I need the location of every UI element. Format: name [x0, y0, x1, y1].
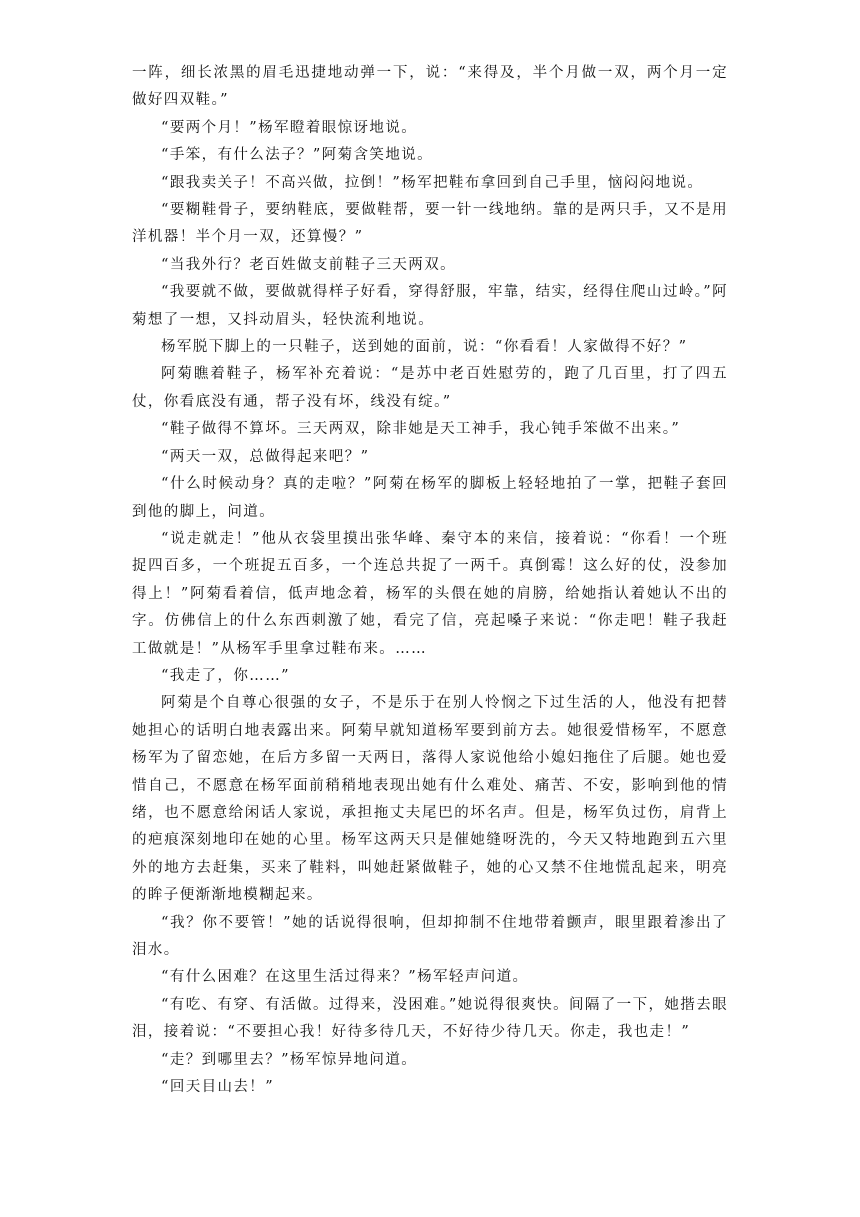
paragraph-5: “要糊鞋骨子，要纳鞋底，要做鞋帮，要一针一线地纳。靠的是两只手，又不是用洋机器！半个月一双，还算慢？”	[132, 202, 728, 246]
paragraph-3: “手笨，有什么法子？”阿菊含笑地说。	[161, 147, 434, 164]
paragraph-17: “有什么困难？在这里生活过得来？”杨军轻声问道。	[161, 969, 529, 986]
paragraph-1: 一阵，细长浓黑的眉毛迅捷地动弹一下，说：“来得及，半个月做一双，两个月一定做好四双鞋。”	[132, 65, 728, 109]
paragraph-16: “我？你不要管！”她的话说得很响，但却抑制不住地带着颤声，眼里跟着渗出了泪水。	[132, 914, 728, 958]
paragraph-8: 杨军脱下脚上的一只鞋子，送到她的面前，说：“你看看！人家做得不好？”	[161, 339, 688, 356]
paragraph-4: “跟我卖关子！不高兴做，拉倒！”杨军把鞋布拿回到自己手里，恼闷闷地说。	[161, 174, 704, 191]
paragraph-14: “我走了，你……”	[161, 667, 290, 684]
paragraph-13: “说走就走！”他从衣袋里摸出张华峰、秦守本的来信，接着说：“你看！一个班捉四百多，一个班捉五百多，一个连总共捉了一两千。真倒霉！这么好的仗，没参加得上！”阿菊看着信，低声地念着，杨军的头偎在她的肩膀，给她指认着她认不出的字。仿佛信上的什么东西刺激了她，看完了信，亮起嗓子来说：“你走吧！鞋子我赶工做就是！”从杨军手里拿过鞋布来。……	[132, 530, 728, 657]
paragraph-10: “鞋子做得不算坏。三天两双，除非她是天工神手，我心钝手笨做不出来。”	[161, 421, 681, 438]
paragraph-12: “什么时候动身？真的走啦？”阿菊在杨军的脚板上轻轻地拍了一掌，把鞋子套回到他的脚上，问道。	[132, 476, 728, 520]
paragraph-19: “走？到哪里去？”杨军惊异地问道。	[161, 1051, 418, 1068]
paragraph-7: “我要就不做，要做就得样子好看，穿得舒服，牢靠，结实，经得住爬山过岭。”阿菊想了一想，又抖动眉头，轻快流利地说。	[132, 284, 728, 328]
paragraph-6: “当我外行？老百姓做支前鞋子三天两双。	[161, 256, 457, 273]
paragraph-11: “两天一双，总做得起来吧？”	[161, 448, 370, 465]
paragraph-15: 阿菊是个自尊心很强的女子，不是乐于在别人怜悯之下过生活的人，他没有把替她担心的话明白地表露出来。阿菊早就知道杨军要到前方去。她很爱惜杨军，不愿意杨军为了留恋她，在后方多留一天两日，落得人家说他给小媳妇拖住了后腿。她也爱惜自己，不愿意在杨军面前稍稍地表现出她有什么难处、痛苦、不安，影响到他的情绪，也不愿意给闲话人家说，承担拖丈夫尾巴的坏名声。但是，杨军负过伤，肩背上的疤痕深刻地印在她的心里。杨军这两天只是催她缝呀洗的，今天又特地跑到五六里外的地方去赶集，买来了鞋料，叫她赶紧做鞋子，她的心又禁不住地慌乱起来，明亮的眸子便渐渐地模糊起来。	[132, 695, 728, 904]
document-page	[132, 60, 728, 1101]
paragraph-20: “回天目山去！”	[161, 1079, 275, 1096]
paragraph-2: “要两个月！”杨军瞪着眼惊讶地说。	[161, 119, 418, 136]
paragraph-18: “有吃、有穿、有活做。过得来，没困难。”她说得很爽快。间隔了一下，她揩去眼泪，接着说：“不要担心我！好待多待几天，不好待少待几天。你走，我也走！”	[132, 996, 728, 1041]
paragraph-9: 阿菊瞧着鞋子，杨军补充着说：“是苏中老百姓慰劳的，跑了几百里，打了四五仗，你看底没有通，帮子没有坏，线没有绽。”	[132, 366, 728, 410]
